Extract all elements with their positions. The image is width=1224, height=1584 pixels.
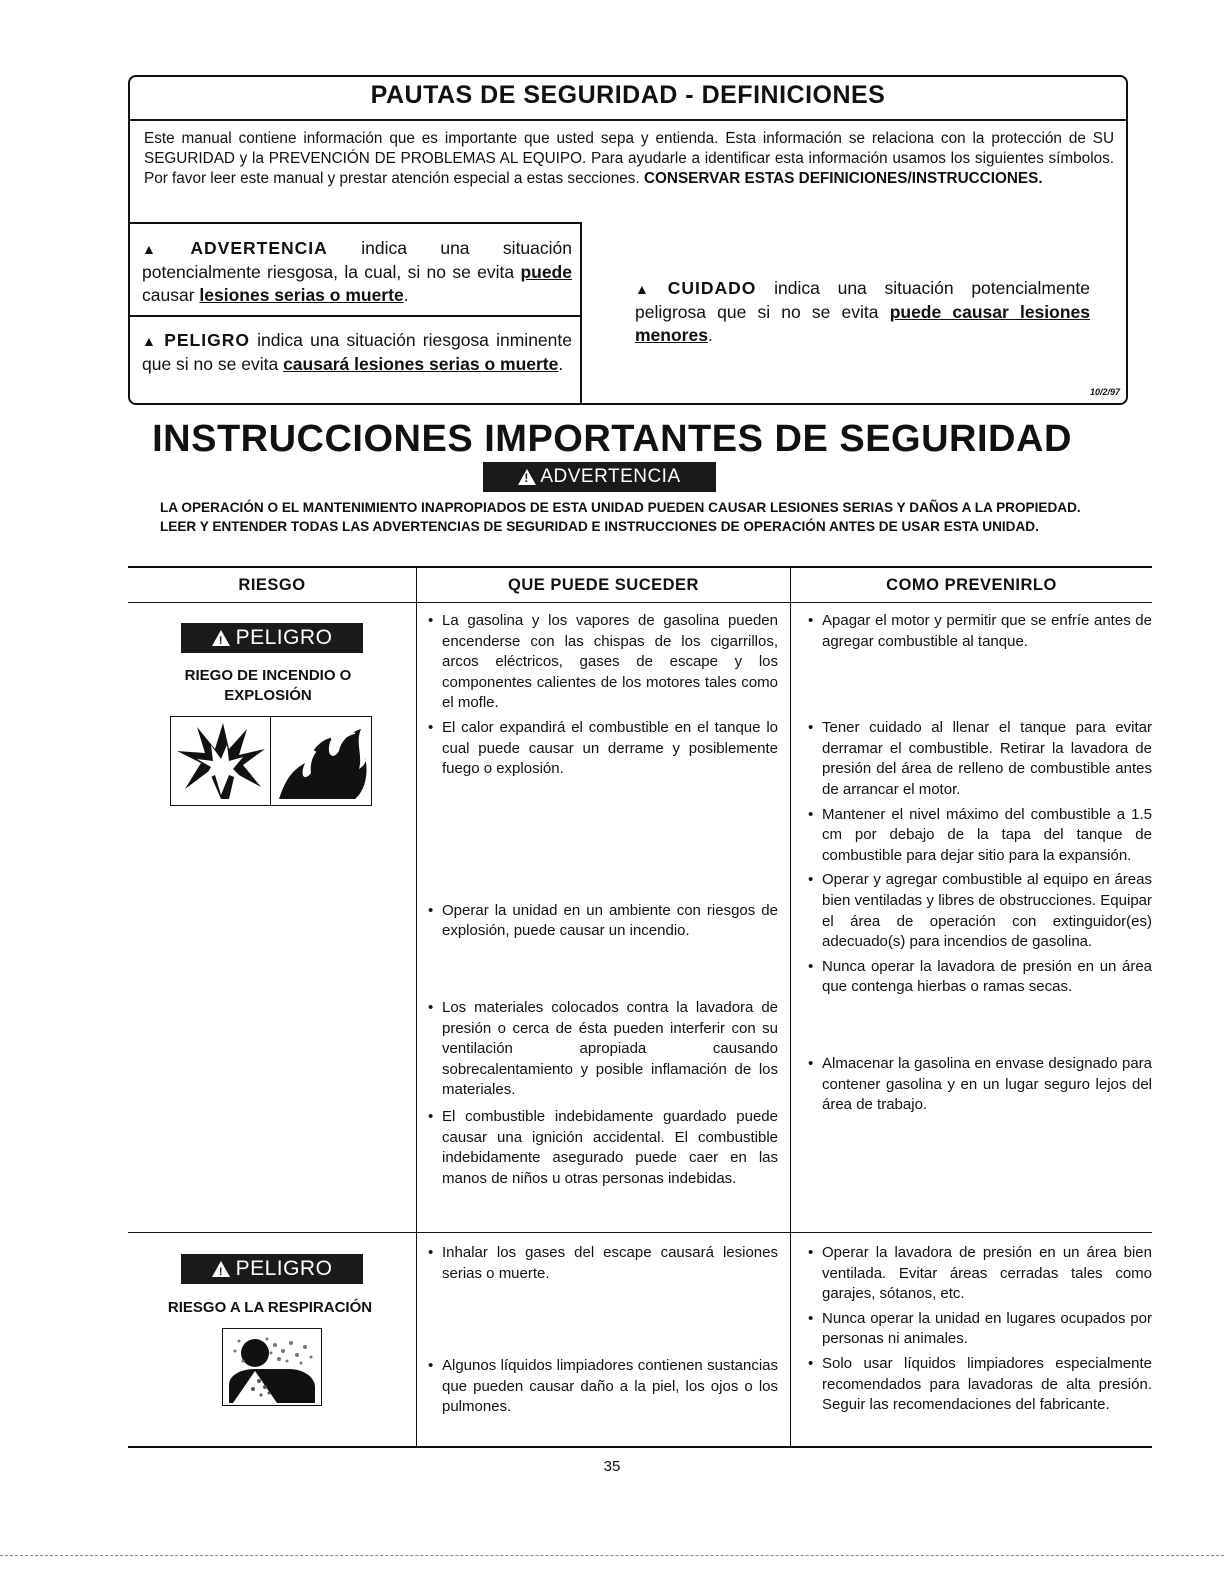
advertencia-heading: ADVERTENCIA [190,238,328,258]
advertencia-underline-2: lesiones serias o muerte [199,285,404,305]
safety-definitions-box [128,75,1128,405]
advertencia-banner [483,462,716,492]
how-to-prevent-breathing [806,1243,1152,1416]
definition-advertencia [142,237,572,307]
list-item: • Operar y agregar combustible al equipo en áreas bien ventiladas y libres de obstrucciones. Equipar el área de operación con extinguidor(es) adecuado(s) para incendios de gasolina. [806,870,1152,952]
warning-triangle-icon: ▲ [142,333,159,349]
hazard-title-fire: RIEGO DE INCENDIO O EXPLOSIÓN [184,667,352,704]
table-bottom-rule [128,1446,1152,1448]
peligro-banner-label: PELIGRO [235,626,333,649]
advertencia-end: . [403,285,409,305]
peligro-heading: PELIGRO [164,330,250,350]
list-item: • Algunos líquidos limpiadores contienen sustancias que pueden causar daño a la piel, los ojos o los pulmones. [426,1356,778,1418]
explosion-icon [175,721,267,801]
intro-text: Este manual contiene información que es importante que usted sepa y entienda. Esta información se relaciona con la protección de SU SEGURIDAD y la PREVENCIÓN DE PROBLEMAS AL EQUIPO. Para ayudarle a identificar esta información usamos los siguientes símbolos. Por favor leer este manual y prestar atención especial a estas secciones. [144,130,1114,187]
hazard-pictogram-breathing [222,1328,322,1406]
hazard-title-breathing: RIESGO A LA RESPIRACIÓN [167,1299,373,1316]
bottom-rule [0,1555,1224,1556]
what-can-happen-fire [426,611,778,1189]
divider [270,717,271,805]
list-item: • El combustible indebidamente guardado puede causar una ignición accidental. El combustible indebidamente asegurado puede caer en las manos de niños u otras personas indebidas. [426,1107,778,1189]
peligro-banner-label: PELIGRO [235,1257,333,1280]
divider [130,222,582,224]
warning-triangle-icon: ▲ [635,281,662,297]
cuidado-end: . [707,325,713,345]
svg-text:!: ! [218,1266,223,1277]
peligro-banner [181,623,363,653]
list-item: • Solo usar líquidos limpiadores especialmente recomendados para lavadoras de alta presión. Seguir las recomendaciones del fabricante. [806,1354,1152,1416]
warning-triangle-icon [212,1261,230,1277]
table-row-rule [128,1232,1152,1233]
warning-paragraph: LA OPERACIÓN O EL MANTENIMIENTO INAPROPIADOS DE ESTA UNIDAD PUEDEN CAUSAR LESIONES SERIAS Y DAÑOS A LA PROPIEDAD. LEER Y ENTENDER TODAS LAS ADVERTENCIAS DE SEGURIDAD E INSTRUCCIONES DE OPERACIÓN ANTES DE USAR ESTA UNIDAD. [160,500,1081,534]
divider [130,315,582,317]
intro-bold-text: CONSERVAR ESTAS DEFINICIONES/INSTRUCCIONES. [643,170,1043,187]
how-to-prevent-fire [806,611,1152,1116]
breathing-hazard-icon [225,1331,319,1403]
advertencia-mid: causar [142,285,195,305]
cuidado-text: indica una situación potencialmente peligrosa que si no se evita [635,278,1091,322]
header-riesgo: RIESGO [238,576,306,594]
cuidado-underline: puede causar lesiones menores [635,302,1090,345]
cuidado-heading: CUIDADO [667,278,757,298]
list-item: • La gasolina y los vapores de gasolina pueden encenderse con las chispas de los cigarrillos, arcos eléctricos, gases de escape y los componentes calientes de los motores tales como el mofle. [426,611,778,714]
header-como-prevenirlo: COMO PREVENIRLO [886,576,1057,594]
warning-triangle-icon [212,630,230,646]
table-header-rule [128,602,1152,603]
table-top-rule [128,566,1152,568]
what-can-happen-breathing [426,1243,778,1418]
advertencia-underline-1: puede [520,262,572,282]
divider [130,119,1126,121]
list-item: • Tener cuidado al llenar el tanque para evitar derramar el combustible. Retirar la lavadora de presión del área de relleno de combustible antes de arrancar el motor. [806,718,1152,800]
warning-triangle-icon [518,469,536,485]
list-item: • Almacenar la gasolina en envase designado para contener gasolina y en un lugar seguro lejos del área de trabajo. [806,1054,1152,1116]
main-title: INSTRUCCIONES IMPORTANTES DE SEGURIDAD [152,418,1072,460]
revision-date: 10/2/97 [1089,387,1120,397]
list-item: • El calor expandirá el combustible en el tanque lo cual puede causar un derrame y posiblemente fuego o explosión. [426,718,778,780]
peligro-underline: causará lesiones serias o muerte [283,354,559,374]
peligro-end: . [558,354,564,374]
page-number: 35 [603,1458,621,1475]
list-item: • Los materiales colocados contra la lavadora de presión o cerca de ésta pueden interferir con su ventilación apropiada causando sobrecalentamiento y posible inflamación de los materiales. [426,998,778,1101]
column-divider [416,567,417,1446]
definition-peligro [142,329,572,376]
definition-cuidado [635,277,1090,347]
list-item: • Inhalar los gases del escape causará lesiones serias o muerte. [426,1243,778,1284]
list-item: • Operar la lavadora de presión en un área bien ventilada. Evitar áreas cerradas tales como garajes, sótanos, etc. [806,1243,1152,1305]
list-item: • Operar la unidad en un ambiente con riesgos de explosión, puede causar un incendio. [426,901,778,942]
header-que-puede-suceder: QUE PUEDE SUCEDER [508,576,699,594]
divider [580,222,582,405]
peligro-text: indica una situación riesgosa inminente que si no se evita [142,330,572,374]
list-item: • Mantener el nivel máximo del combustible a 1.5 cm por debajo de la tapa del tanque de combustible para dejar sitio para la expansión. [806,805,1152,867]
advertencia-text: indica una situación potencialmente riesgosa, la cual, si no se evita [142,238,573,282]
list-item: • Nunca operar la lavadora de presión en un área que contenga hierbas o ramas secas. [806,957,1152,998]
svg-text:!: ! [218,635,223,646]
warning-triangle-icon: ▲ [142,241,185,257]
list-item: • Apagar el motor y permitir que se enfríe antes de agregar combustible al tanque. [806,611,1152,652]
fire-icon [275,721,367,801]
definitions-title: PAUTAS DE SEGURIDAD - DEFINICIONES [370,81,886,109]
column-divider [790,567,791,1446]
definitions-intro [144,129,1114,189]
list-item: • Nunca operar la unidad en lugares ocupados por personas ni animales. [806,1309,1152,1350]
peligro-banner [181,1254,363,1284]
hazard-pictogram-fire [170,716,372,806]
advertencia-banner-label: ADVERTENCIA [540,466,681,487]
